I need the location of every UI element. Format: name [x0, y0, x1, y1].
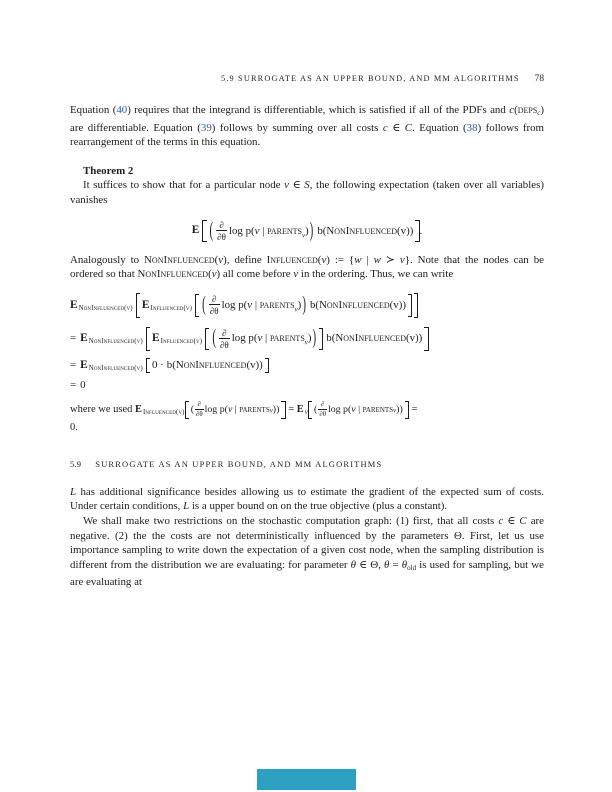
numerator: ∂ [219, 220, 224, 231]
noninfluenced-term: NonInfluenced [335, 332, 406, 345]
paragraph-analogously [70, 253, 544, 282]
text-run: }. Note that the nodes can be ordered so that [70, 253, 544, 281]
subscript-ofv: (v) [124, 305, 133, 313]
text-run: ∈ [503, 514, 520, 527]
subscript-influenced: Influenced [160, 338, 194, 346]
subscript-v: v [269, 407, 273, 415]
outer-bracket-group [146, 324, 429, 353]
noninfluenced-term: NonInfluenced [144, 253, 215, 266]
math-token: ) [272, 403, 277, 415]
noninfluenced-term: NonInfluenced [137, 268, 209, 281]
parents-term: parents [239, 403, 270, 415]
text-run: ( [214, 253, 219, 266]
math-token: log p( [231, 332, 258, 345]
subscript-v: v [393, 407, 397, 415]
paragraph-where-we-used [70, 400, 544, 436]
expectation-E: E [191, 224, 200, 237]
fraction-partial-theta [219, 328, 230, 350]
bracket-group [185, 400, 286, 419]
text-run: are negative. (2) the the costs are not deterministically influenced by the parameters [70, 514, 544, 542]
expectation-E: E [80, 331, 88, 344]
expectation-E: E [70, 298, 78, 311]
denominator: ∂θ [217, 232, 226, 243]
subscript-old: old [407, 563, 417, 572]
right-square-bracket [319, 328, 323, 350]
text-run: is a upper bound on on the true objective (plus a constant). [189, 500, 448, 513]
math-var-v: v [218, 253, 224, 266]
text-run: ∈ [288, 179, 305, 192]
math-var-L: L [70, 485, 77, 498]
math-token: ) [305, 224, 309, 237]
text-run: ( [514, 104, 518, 116]
math-token: ( [314, 403, 318, 415]
numerator: ∂ [320, 401, 325, 409]
subscript-c: c [537, 109, 541, 117]
math-token: . [419, 224, 423, 237]
equation-line-1 [70, 291, 544, 320]
left-square-bracket [195, 294, 199, 316]
paragraph-equations-recap [70, 103, 544, 150]
text-run: ) are differentiable. Equation ( [70, 104, 545, 134]
left-square-bracket [146, 327, 150, 351]
math-var-S-cal: S [304, 179, 310, 192]
subscript-influenced: Influenced [150, 305, 184, 313]
left-paren: ( [212, 326, 216, 350]
parents-term: parents [267, 224, 302, 237]
noninfluenced-term: NonInfluenced [326, 224, 397, 237]
text-run: , the following expectation (taken over all variables) vanishes [70, 179, 544, 206]
subscript-v: v [301, 232, 306, 240]
right-paren: ) [309, 218, 314, 242]
section-title: SURROGATE AS AN UPPER BOUND, AND MM ALGORITHMS [95, 459, 383, 470]
page-number: 78 [534, 74, 544, 84]
left-square-bracket [202, 220, 206, 242]
text-run: = [285, 404, 297, 416]
text-run: ) follows by summing over all costs [211, 121, 383, 134]
math-var-w: w [373, 253, 381, 266]
math-token: | [355, 403, 363, 415]
text-run: Equation ( [70, 104, 117, 116]
math-var-v: v [293, 268, 299, 281]
math-var-C-cal: C [404, 121, 413, 134]
deps-term: deps [517, 104, 538, 116]
math-token: b( [317, 224, 327, 237]
fraction-partial-theta [195, 401, 204, 418]
text-run: . Equation ( [412, 121, 467, 134]
right-square-bracket [414, 293, 418, 317]
noninfluenced-term: NonInfluenced [319, 299, 390, 312]
text-run: ∈ [356, 558, 371, 571]
expectation-E: E [135, 403, 142, 415]
text-run: ) := { [326, 253, 355, 266]
outer-bracket-group [136, 291, 419, 320]
math-token: b( [309, 299, 320, 312]
math-token: ) [307, 332, 312, 345]
left-square-bracket [185, 401, 189, 418]
left-paren: ( [202, 293, 206, 317]
left-square-bracket [146, 358, 150, 373]
math-var-c: c [509, 104, 515, 116]
text-run: = [408, 404, 418, 416]
math-token: (v)) [246, 359, 263, 372]
math-token: (v)) [397, 224, 414, 237]
paragraph-restrictions [70, 514, 544, 590]
bracket-group [308, 400, 409, 419]
math-token: | [252, 299, 260, 312]
text-run: in the ordering. Thus, we can write [298, 268, 454, 281]
text-run: ) requires that the integrand is differentiable, which is satisfied if all of the PDFs and [127, 104, 510, 116]
math-var-v: v [321, 253, 327, 266]
theorem-title: Theorem 2 [83, 164, 134, 177]
math-var-theta: θ [350, 558, 357, 571]
where-line-1 [70, 400, 544, 419]
subscript-noninfluenced: NonInfluenced [78, 305, 125, 313]
parents-term: parents [259, 299, 295, 312]
subscript-v: v [304, 339, 308, 347]
text-run: , [378, 558, 385, 571]
equation-main [70, 218, 544, 245]
equals-sign: = [70, 359, 77, 372]
left-paren: ( [209, 218, 214, 242]
subscript-noninfluenced: NonInfluenced [88, 365, 135, 373]
math-var-v: v [211, 268, 217, 281]
math-token: | [262, 332, 270, 345]
expectation-E: E [296, 403, 304, 415]
fraction-partial-theta [209, 294, 220, 316]
right-square-bracket [265, 358, 269, 373]
math-token: ) [297, 299, 302, 312]
equation-ref-38[interactable]: 38 [466, 121, 478, 134]
bracket-group [202, 218, 419, 245]
math-token: ) [276, 403, 280, 415]
subscript-influenced: Influenced [142, 409, 176, 417]
subscript-ofv: (v) [183, 305, 192, 313]
equals-sign: = [70, 378, 77, 391]
math-token: b( [326, 332, 336, 345]
text-run: ≻ [380, 253, 400, 266]
subscript-ofv: (v) [193, 338, 203, 346]
numerator: ∂ [222, 327, 227, 338]
math-token: 0 · [151, 359, 164, 372]
numerator: ∂ [197, 401, 201, 409]
math-var-theta: θ [401, 558, 408, 571]
text-run: ∈ [387, 121, 405, 134]
equation-line-3 [70, 357, 544, 374]
text-run: . First, let us use importance sampling to write down the expectation of a given cost node, when the sampling distribution is different from the distribution we are evaluating: for parameter [70, 529, 544, 571]
subscript-v: v [304, 409, 308, 417]
inner-bracket-group [205, 327, 323, 351]
math-token: | [259, 224, 268, 237]
math-var-Theta: Θ [370, 558, 379, 571]
text-run: where we used [70, 404, 136, 416]
text-run: It suffices to show that for a particular node [83, 179, 285, 192]
text-run: ( [317, 253, 322, 266]
math-token: b( [166, 359, 176, 372]
text-run: has additional significance besides allowing us to estimate the gradient of the expected sum of costs. Under certain conditions, [70, 485, 544, 513]
numerator: ∂ [211, 294, 217, 305]
right-square-bracket [424, 327, 428, 351]
text-run: = [389, 558, 402, 571]
paragraph-it-suffices [70, 178, 544, 207]
equation-ref-40[interactable]: 40 [116, 104, 128, 116]
math-token: log p( [327, 403, 352, 415]
math-var-C-cal: C [519, 514, 527, 527]
equation-derivation [70, 291, 544, 393]
math-token: (v)) [389, 299, 406, 312]
math-token: log p( [228, 224, 255, 237]
expectation-E: E [141, 298, 150, 311]
denominator: ∂θ [195, 411, 203, 419]
text-run: ( [208, 268, 212, 281]
text-run: | [361, 253, 374, 266]
footer-highlight-box [257, 769, 356, 790]
math-token: | [232, 403, 240, 415]
inner-bracket-group [195, 293, 412, 317]
math-token: ) [396, 403, 400, 415]
running-header [70, 74, 544, 84]
where-line-2 [70, 420, 544, 437]
math-var-v: v [227, 403, 233, 415]
denominator: ∂θ [319, 411, 326, 419]
math-var-c: c [498, 514, 504, 527]
math-var-Theta: Θ [453, 529, 462, 542]
subscript-ofv: (v) [175, 409, 185, 417]
right-square-bracket [408, 294, 412, 316]
math-var-w: w [354, 253, 362, 266]
math-var-theta: θ [384, 558, 390, 571]
denominator: ∂θ [219, 339, 229, 350]
section-heading [70, 457, 544, 472]
math-token: (v)) [405, 332, 423, 345]
text-run: ) all come before [216, 268, 294, 281]
math-var-v: v [399, 253, 405, 266]
math-token: 0 [80, 378, 86, 391]
text-run: 0. [70, 421, 78, 433]
subscript-v: v [294, 306, 298, 314]
text-run: ), define [223, 253, 267, 266]
expectation-E: E [80, 358, 88, 371]
text-run: We shall make two restrictions on the stochastic computation graph: (1) first, that all costs [83, 514, 499, 527]
right-paren: ) [302, 293, 306, 317]
noninfluenced-term: NonInfluenced [175, 359, 247, 372]
parents-term: parents [269, 332, 305, 345]
denominator: ∂θ [209, 306, 219, 317]
math-token: log p( [221, 299, 248, 312]
fraction-partial-theta [216, 220, 227, 242]
left-square-bracket [136, 293, 140, 317]
math-var-v: v [351, 403, 356, 415]
left-square-bracket [308, 401, 312, 418]
math-var-v: v [254, 224, 260, 237]
influenced-term: Influenced [266, 253, 318, 266]
parents-term: parents [362, 403, 394, 415]
text-run: Analogously to [70, 253, 145, 266]
math-var-v: v [284, 179, 289, 192]
subscript-ofv: (v) [134, 365, 143, 373]
right-paren: ) [312, 326, 317, 350]
fraction-partial-theta [318, 401, 327, 418]
bracket-group [146, 357, 269, 374]
section-number: 5.9 [70, 459, 82, 470]
math-var-v: v [257, 332, 263, 345]
equals-sign: = [70, 332, 77, 345]
math-var-c: c [382, 121, 388, 134]
text-run: ) follows from rearrangement of the terms in this equation. [70, 121, 544, 149]
equation-line-2 [70, 324, 544, 353]
math-token: ( [190, 403, 194, 415]
math-token: log p( [204, 403, 228, 415]
subscript-ofv: (v) [134, 338, 143, 346]
text-run: is used for sampling, but we are evaluating at [70, 558, 544, 589]
equation-line-4 [70, 378, 544, 393]
equation-ref-39[interactable]: 39 [200, 121, 212, 134]
expectation-E: E [151, 331, 160, 344]
paragraph-L-significance [70, 485, 544, 514]
math-var-v: v [247, 299, 253, 312]
subscript-noninfluenced: NonInfluenced [88, 338, 135, 346]
math-token: ) [399, 403, 403, 415]
theorem-heading [70, 164, 544, 179]
math-var-L: L [183, 500, 190, 513]
left-square-bracket [205, 328, 209, 350]
header-section-label: 5.9 SURROGATE AS AN UPPER BOUND, AND MM ALGORITHMS [221, 74, 520, 83]
